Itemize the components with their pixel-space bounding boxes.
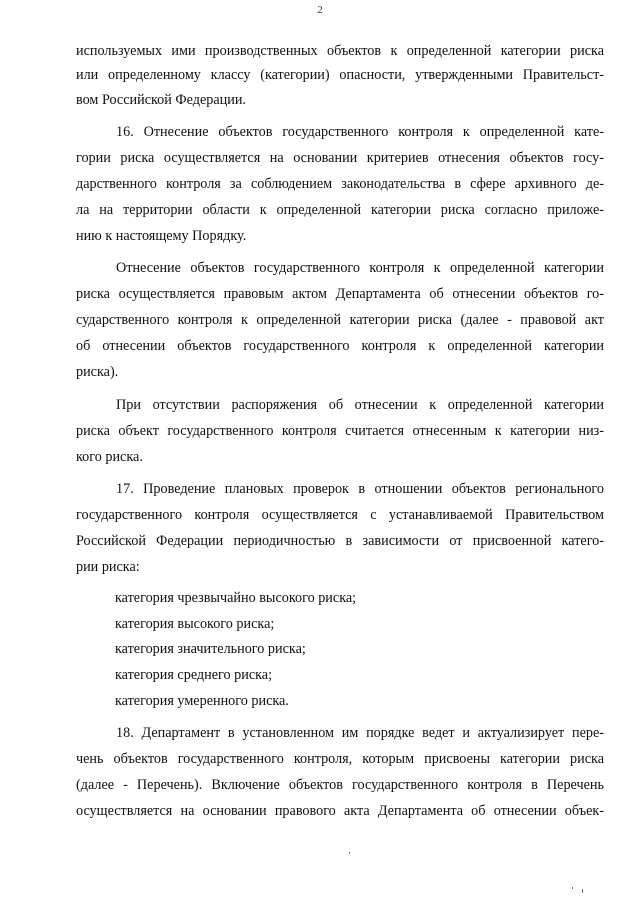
- text-line: рии риска:: [76, 559, 140, 575]
- page-number: 2: [317, 4, 323, 16]
- list-item: категория чрезвычайно высокого риска;: [115, 590, 357, 606]
- text-line: ла на территории области к определенной категории риска согласно приложе-: [76, 202, 604, 218]
- text-line: кого риска.: [76, 449, 143, 465]
- list-item: категория умеренного риска.: [115, 693, 289, 709]
- text-line: сударственного контроля к определенной категории риска (далее - правовой акт: [76, 312, 604, 328]
- text-line: об отнесении объектов государственного контроля к определенной категории: [76, 338, 604, 354]
- text-line: вом Российской Федерации.: [76, 92, 246, 108]
- list-item: категория среднего риска;: [115, 667, 273, 683]
- text-line: осуществляется на основании правового акта Департамента об отнесении объек-: [76, 803, 604, 819]
- text-line: риска).: [76, 364, 119, 380]
- text-line: 17. Проведение плановых проверок в отношении объектов регионального: [116, 481, 604, 497]
- text-line: риска осуществляется правовым актом Департамента об отнесении объектов го-: [76, 286, 604, 302]
- text-line: Российской Федерации периодичностью в зависимости от присвоенной катего-: [76, 533, 604, 549]
- text-line: Отнесение объектов государственного контроля к определенной категории: [116, 260, 604, 276]
- text-line: При отсутствии распоряжения об отнесении к определенной категории: [116, 397, 604, 413]
- text-line: (далее - Перечень). Включение объектов государственного контроля в Перечень: [76, 777, 604, 793]
- scan-speck: [572, 887, 573, 889]
- list-item: категория значительного риска;: [115, 641, 306, 657]
- text-line: риска объект государственного контроля считается отнесенным к категории низ-: [76, 423, 604, 439]
- text-line: используемых ими производственных объектов к определенной категории риска: [76, 43, 604, 59]
- scan-speck: [349, 852, 350, 854]
- text-line: 16. Отнесение объектов государственного контроля к определенной кате-: [116, 124, 604, 140]
- text-line: чень объектов государственного контроля, которым присвоены категории риска: [76, 751, 604, 767]
- text-line: 18. Департамент в установленном им порядке ведет и актуализирует пере-: [116, 725, 604, 741]
- text-line: дарственного контроля за соблюдением законодательства в сфере архивного де-: [76, 176, 604, 192]
- text-line: государственного контроля осуществляется с устанавливаемой Правительством: [76, 507, 604, 523]
- text-line: или определенному классу (категории) опасности, утвержденными Правительст-: [76, 67, 604, 83]
- text-line: нию к настоящему Порядку.: [76, 228, 247, 244]
- scan-speck: [582, 889, 583, 893]
- list-item: категория высокого риска;: [115, 616, 275, 632]
- text-line: гории риска осуществляется на основании критериев отнесения объектов госу-: [76, 150, 604, 166]
